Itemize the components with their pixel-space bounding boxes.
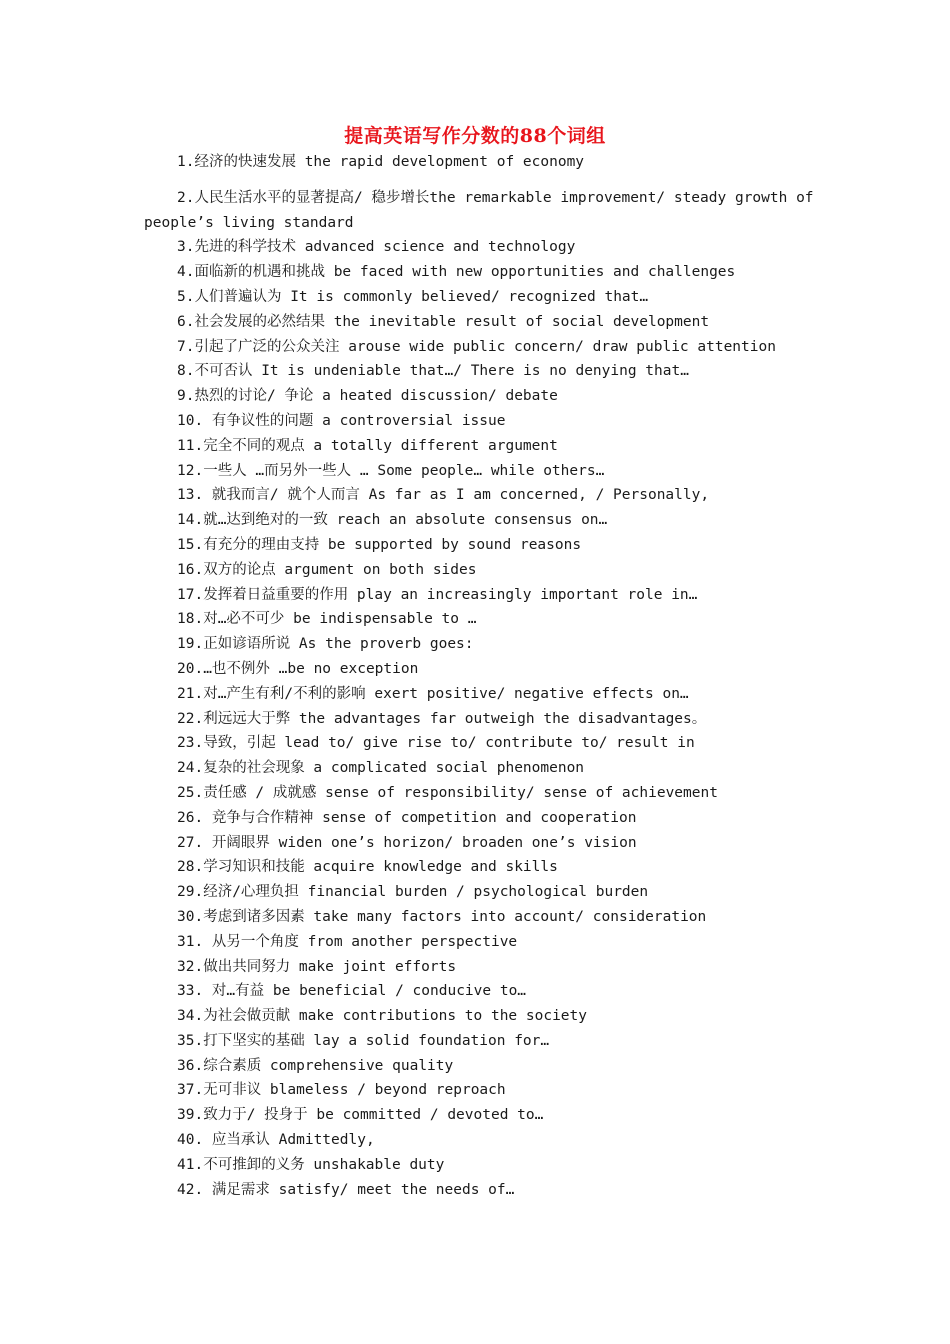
list-item: 23.导致，引起 lead to/ give rise to/ contribute to/ result in [177,735,695,752]
list-item: 32.做出共同努力 make joint efforts [177,958,457,975]
list-item: 34.为社会做贡献 make contributions to the society [177,1008,587,1025]
list-item: 20.…也不例外 …be no exception [177,660,419,677]
list-item: 28.学习知识和技能 acquire knowledge and skills [177,859,558,876]
list-item: 2.人民生活水平的显著提高/ 稳步增长the remarkable improvement/ steady growth of people’s living standard [144,189,823,231]
phrase-list [144,150,824,1202]
document-title: 提高英语写作分数的88个词组 [344,125,606,147]
list-item: 22.利远远大于弊 the advantages far outweigh the disadvantages。 [177,710,707,727]
list-item: 7.引起了广泛的公众关注 arouse wide public concern/ draw public attention [177,338,776,355]
list-item: 15.有充分的理由支持 be supported by sound reasons [177,536,582,553]
list-item: 17.发挥着日益重要的作用 play an increasingly important role in… [177,586,698,603]
list-item: 40. 应当承认 Admittedly, [177,1132,375,1149]
list-item: 16.双方的论点 argument on both sides [177,561,477,578]
list-item: 13. 就我而言/ 就个人而言 As far as I am concerned, / Personally, [177,487,710,504]
list-item: 36.综合素质 comprehensive quality [177,1057,454,1074]
list-item: 37.无可非议 blameless / beyond reproach [177,1082,506,1099]
list-item: 42. 满足需求 satisfy/ meet the needs of… [177,1181,515,1198]
list-item: 29.经济/心理负担 financial burden / psychological burden [177,884,649,901]
list-item: 8.不可否认 It is undeniable that…/ There is no denying that… [177,363,689,380]
list-item: 4.面临新的机遇和挑战 be faced with new opportunities and challenges [177,264,736,281]
list-item: 35.打下坚实的基础 lay a solid foundation for… [177,1032,550,1049]
list-item: 21.对…产生有利/不利的影响 exert positive/ negative effects on… [177,685,689,702]
list-item: 3.先进的科学技术 advanced science and technology [177,239,576,256]
list-item: 25.责任感 / 成就感 sense of responsibility/ sense of achievement [177,784,718,801]
list-item: 1.经济的快速发展 the rapid development of economy [177,154,585,170]
list-item: 24.复杂的社会现象 a complicated social phenomenon [177,760,585,777]
list-item: 19.正如谚语所说 As the proverb goes: [177,636,474,653]
list-item: 26. 竞争与合作精神 sense of competition and cooperation [177,809,637,826]
list-item: 14.就…达到绝对的一致 reach an absolute consensus on… [177,512,608,529]
list-item: 18.对…必不可少 be indispensable to … [177,611,477,628]
list-item: 27. 开阔眼界 widen one’s horizon/ broaden one’s vision [177,834,637,851]
list-item: 33. 对…有益 be beneficial / conducive to… [177,983,527,1000]
list-item: 11.完全不同的观点 a totally different argument [177,437,558,454]
list-item: 6.社会发展的必然结果 the inevitable result of social development [177,313,710,330]
list-item: 41.不可推卸的义务 unshakable duty [177,1156,445,1173]
list-item: 9.热烈的讨论/ 争论 a heated discussion/ debate [177,388,558,405]
list-item: 10. 有争议性的问题 a controversial issue [177,412,506,429]
list-item: 12.一些人 …而另外一些人 … Some people… while others… [177,462,605,479]
list-item: 39.致力于/ 投身于 be committed / devoted to… [177,1107,544,1124]
list-item: 30.考虑到诸多因素 take many factors into account/ consideration [177,908,707,925]
list-item: 31. 从另一个角度 from another perspective [177,933,518,950]
list-item: 5.人们普遍认为 It is commonly believed/ recognized that… [177,288,649,305]
